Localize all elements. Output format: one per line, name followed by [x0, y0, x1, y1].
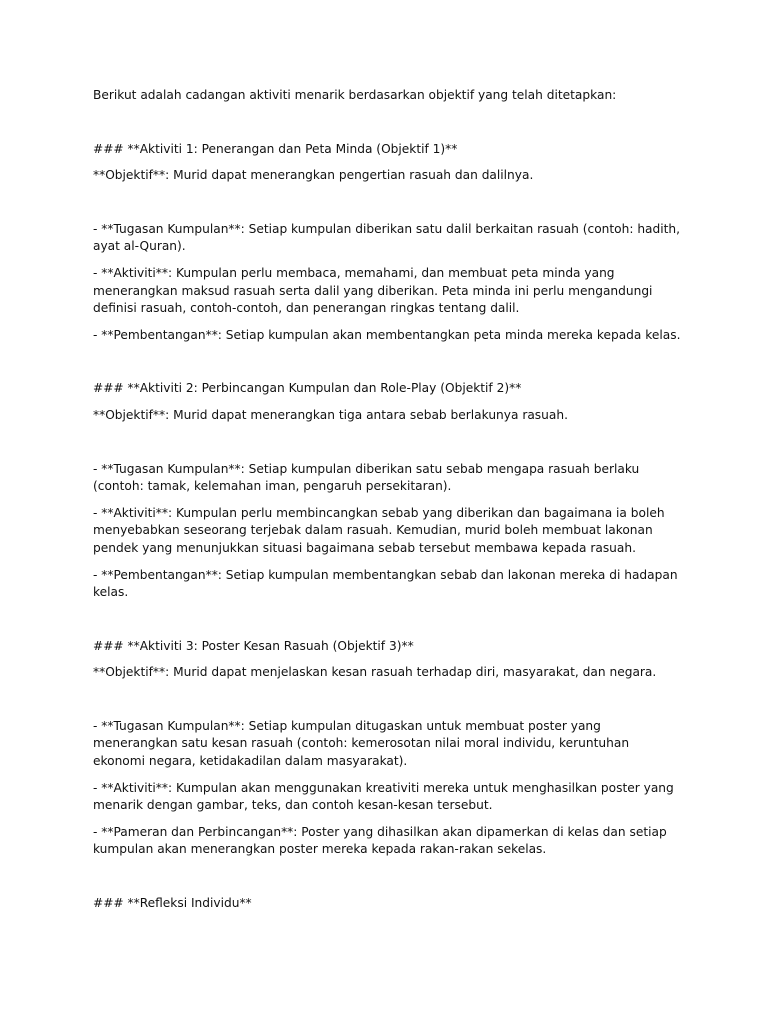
- intro-paragraph: Berikut adalah cadangan aktiviti menarik berdasarkan objektif yang telah ditetapkan:: [93, 88, 617, 102]
- section-2-item-aktiviti: - **Aktiviti**: Kumpulan perlu membincangkan sebab yang diberikan dan bagaimana ia boleh menyebabkan seseorang terjebak dalam rasuah. Kemudian, murid boleh membuat lakonan pendek yang menunjukkan situasi bagaimana sebab tersebut membawa kepada rasuah.: [93, 505, 665, 555]
- section-2-heading: ### **Aktiviti 2: Perbincangan Kumpulan dan Role-Play (Objektif 2)**: [93, 381, 522, 396]
- section-1-item-tugasan: - **Tugasan Kumpulan**: Setiap kumpulan diberikan satu dalil berkaitan rasuah (contoh: hadith, ayat al-Quran).: [93, 221, 681, 254]
- section-1-objective: **Objektif**: Murid dapat menerangkan pengertian rasuah dan dalilnya.: [93, 168, 534, 183]
- section-3-objective: **Objektif**: Murid dapat menjelaskan kesan rasuah terhadap diri, masyarakat, dan negara.: [93, 665, 657, 680]
- section-1-item-aktiviti: - **Aktiviti**: Kumpulan perlu membaca, memahami, dan membuat peta minda yang menerangkan maksud rasuah serta dalil yang diberikan. Peta minda ini perlu mengandungi definisi rasuah, contoh-contoh, dan penerangan ringkas tentang dalil.: [93, 265, 653, 316]
- section-3-item-aktiviti: - **Aktiviti**: Kumpulan akan menggunakan kreativiti mereka untuk menghasilkan poster yang menarik dengan gambar, teks, dan contoh kesan-kesan tersebut.: [93, 780, 674, 813]
- section-3-heading: ### **Aktiviti 3: Poster Kesan Rasuah (Objektif 3)**: [93, 638, 414, 653]
- document-body: [93, 87, 683, 922]
- section-4-heading: ### **Refleksi Individu**: [93, 896, 252, 911]
- section-2-item-pembentangan: - **Pembentangan**: Setiap kumpulan membentangkan sebab dan lakonan mereka di hadapan kelas.: [93, 567, 678, 600]
- section-2-item-tugasan: - **Tugasan Kumpulan**: Setiap kumpulan diberikan satu sebab mengapa rasuah berlaku (contoh: tamak, kelemahan iman, pengaruh persekitaran).: [93, 461, 640, 494]
- section-1-heading: ### **Aktiviti 1: Penerangan dan Peta Minda (Objektif 1)**: [93, 141, 458, 156]
- section-3-item-pameran: - **Pameran dan Perbincangan**: Poster yang dihasilkan akan dipamerkan di kelas dan setiap kumpulan akan menerangkan poster mereka kepada rakan-rakan sekelas.: [93, 824, 667, 857]
- section-3-item-tugasan: - **Tugasan Kumpulan**: Setiap kumpulan ditugaskan untuk membuat poster yang menerangkan satu kesan rasuah (contoh: kemerosotan nilai moral individu, keruntuhan ekonomi negara, ketidakadilan dalam masyarakat).: [93, 718, 630, 769]
- section-2-objective: **Objektif**: Murid dapat menerangkan tiga antara sebab berlakunya rasuah.: [93, 407, 568, 422]
- section-1-item-pembentangan: - **Pembentangan**: Setiap kumpulan akan membentangkan peta minda mereka kepada kelas.: [93, 327, 681, 342]
